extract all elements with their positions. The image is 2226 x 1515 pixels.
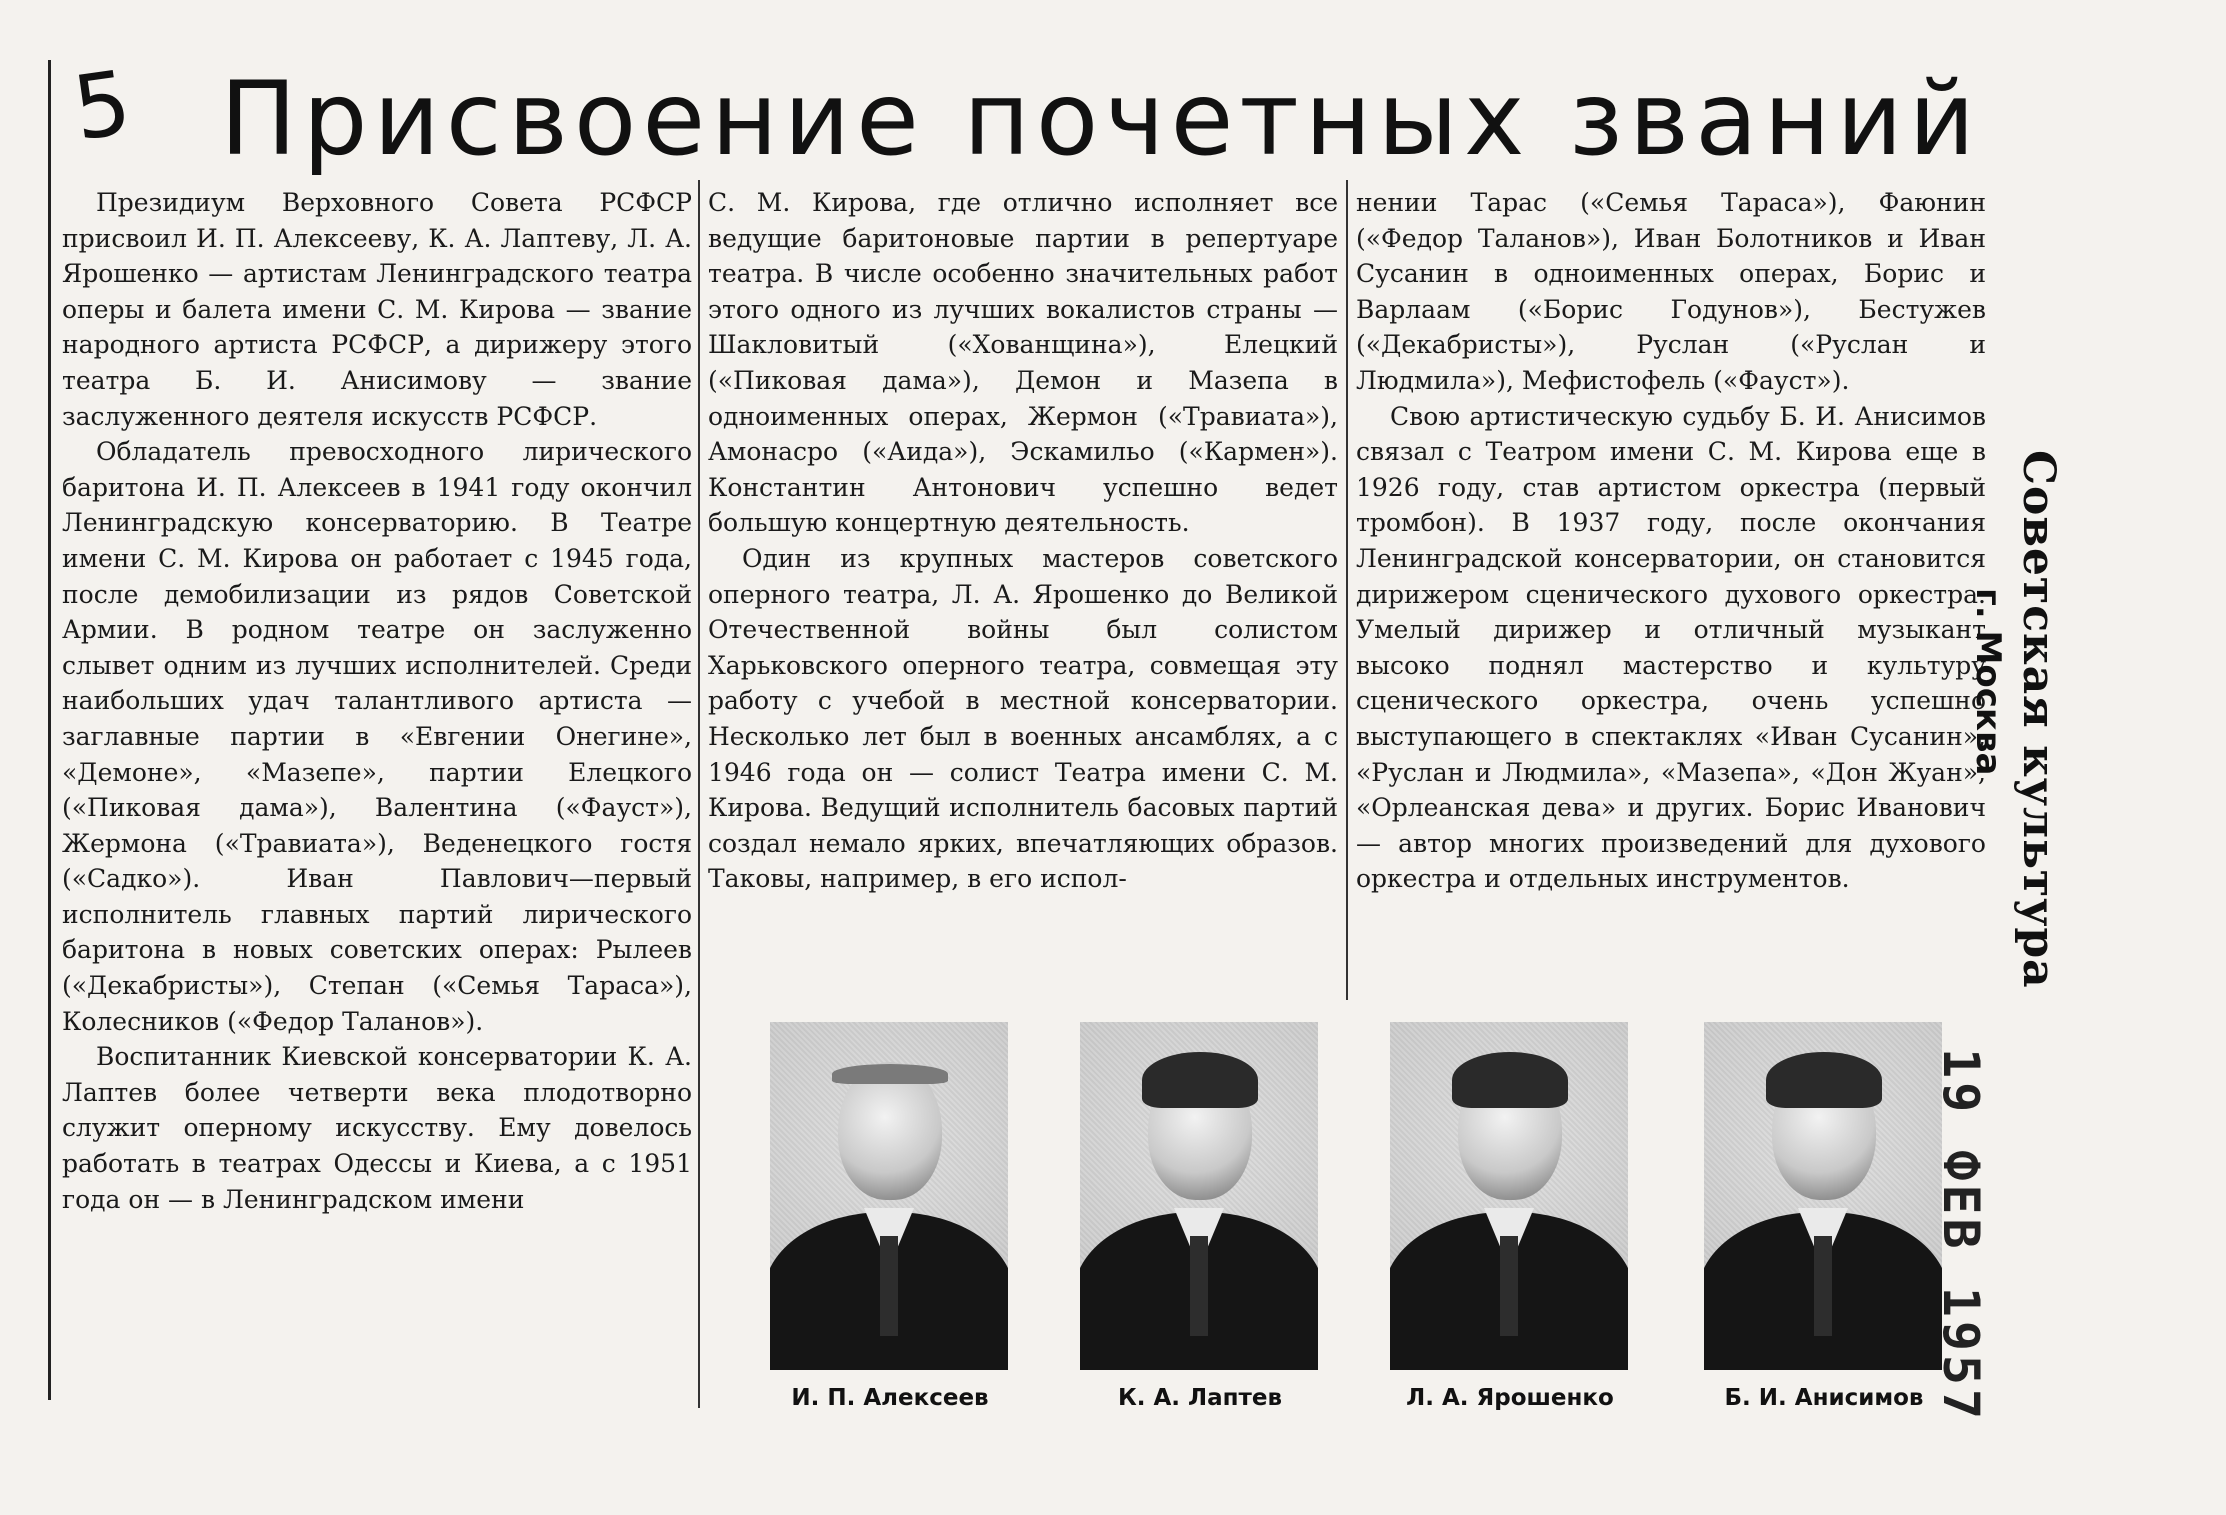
article-paragraph: Свою артистическую судьбу Б. И. Анисимов связал с Театром имени С. М. Кирова еще в 1926 году, став артистом оркестра (первый тромбон). В 1937 году, после окончания Ленинградской консерватории, он становится дирижером сценического духового оркестра. Умелый дирижер и отличный музыкант высоко поднял мастерство и культуру сценического оркестра, очень успешно выступающего в спектаклях «Иван Сусанин», «Руслан и Людмила», «Мазепа», «Дон Жуан», «Орлеанская дева» и других. Борис Иванович — автор многих произведений для духового оркестра и отдельных инструментов. <box>1356 401 1986 894</box>
column-divider <box>698 180 700 1408</box>
article-column-3 <box>1356 185 1986 1005</box>
photo-caption: Л. А. Ярошенко <box>1406 1385 1614 1411</box>
source-city: г. Москва <box>1968 588 2008 776</box>
source-newspaper-title: Советская культура <box>2013 450 2064 989</box>
portrait-photo-alekseev <box>770 1022 1008 1370</box>
date-stamp: 19 ФЕВ 1957 <box>1932 1048 1990 1424</box>
article-column-2 <box>708 185 1338 1005</box>
article-column-1 <box>62 185 692 1415</box>
article-paragraph: Обладатель превосходного лирического баритона И. П. Алексеев в 1941 году окончил Ленинградскую консерваторию. В Театре имени С. М. Кирова он работает с 1945 года, после демобилизации из рядов Советской Армии. В родном театре он заслуженно слывет одним из лучших исполнителей. Среди наибольших удач талантливого артиста — заглавные партии в «Евгении Онегине», «Демоне», «Мазепе», партии Елецкого («Пиковая дама»), Валентина («Фауст»), Жермона («Травиата»), Веденецкого гостя («Садко»). Иван Павлович—первый исполнитель главных партий лирического баритона в новых советских операх: Рылеев («Декабристы»), Степан («Семья Тараса»), Колесников («Федор Таланов»). <box>62 437 692 1036</box>
article-paragraph: нении Тарас («Семья Тараса»), Фаюнин («Федор Таланов»), Иван Болотников и Иван Сусанин в одноименных операх, Борис и Варлаам («Борис Годунов»), Бестужев («Декабристы»), Руслан («Руслан и Людмила»), Мефистофель («Фауст»). <box>1356 188 1986 395</box>
portrait-photo-laptev <box>1080 1022 1318 1370</box>
portrait-photo-yaroshenko <box>1390 1022 1628 1370</box>
photo-caption: К. А. Лаптев <box>1117 1385 1283 1411</box>
portrait-photo-anisimov <box>1704 1022 1942 1370</box>
article-paragraph: Один из крупных мастеров советского оперного театра, Л. А. Ярошенко до Великой Отечественной войны был солистом Харьковского оперного театра, совмещая эту работу с учебой в местной консерватории. Несколько лет был в военных ансамблях, а с 1946 года он — солист Театра имени С. М. Кирова. Ведущий исполнитель басовых партий создал немало ярких, впечатляющих образов. Таковы, например, в его испол- <box>708 543 1338 894</box>
article-paragraph: С. М. Кирова, где отлично исполняет все ведущие баритоновые партии в репертуаре театра. В числе особенно значительных работ этого одного из лучших вокалистов страны — Шакловитый («Хованщина»), Елецкий («Пиковая дама»), Демон и Мазепа в одноименных операх, Жермон («Травиата»), Амонасро («Аида»), Эскамильо («Кармен»). Константин Антонович успешно ведет большую концертную деятельность. <box>708 188 1338 538</box>
article-paragraph: Воспитанник Киевской консерватории К. А. Лаптев более четверти века плодотворно служит оперному искусству. Ему довелось работать в театрах Одессы и Киева, а с 1951 года он — в Ленинградском имени <box>62 1042 692 1214</box>
handwritten-mark: 5 <box>67 50 137 161</box>
headline: Присвоение почетных званий <box>220 60 1981 179</box>
article-paragraph: Президиум Верховного Совета РСФСР присвоил И. П. Алексееву, К. А. Лаптеву, Л. А. Ярошенко — артистам Ленинградского театра оперы и балета имени С. М. Кирова — звание народного артиста РСФСР, а дирижеру этого театра Б. И. Анисимову — звание заслуженного деятеля искусств РСФСР. <box>62 188 692 431</box>
photo-caption: И. П. Алексеев <box>791 1385 989 1411</box>
left-border-rule <box>48 60 51 1400</box>
photo-caption: Б. И. Анисимов <box>1724 1385 1924 1411</box>
column-divider <box>1346 180 1348 1000</box>
